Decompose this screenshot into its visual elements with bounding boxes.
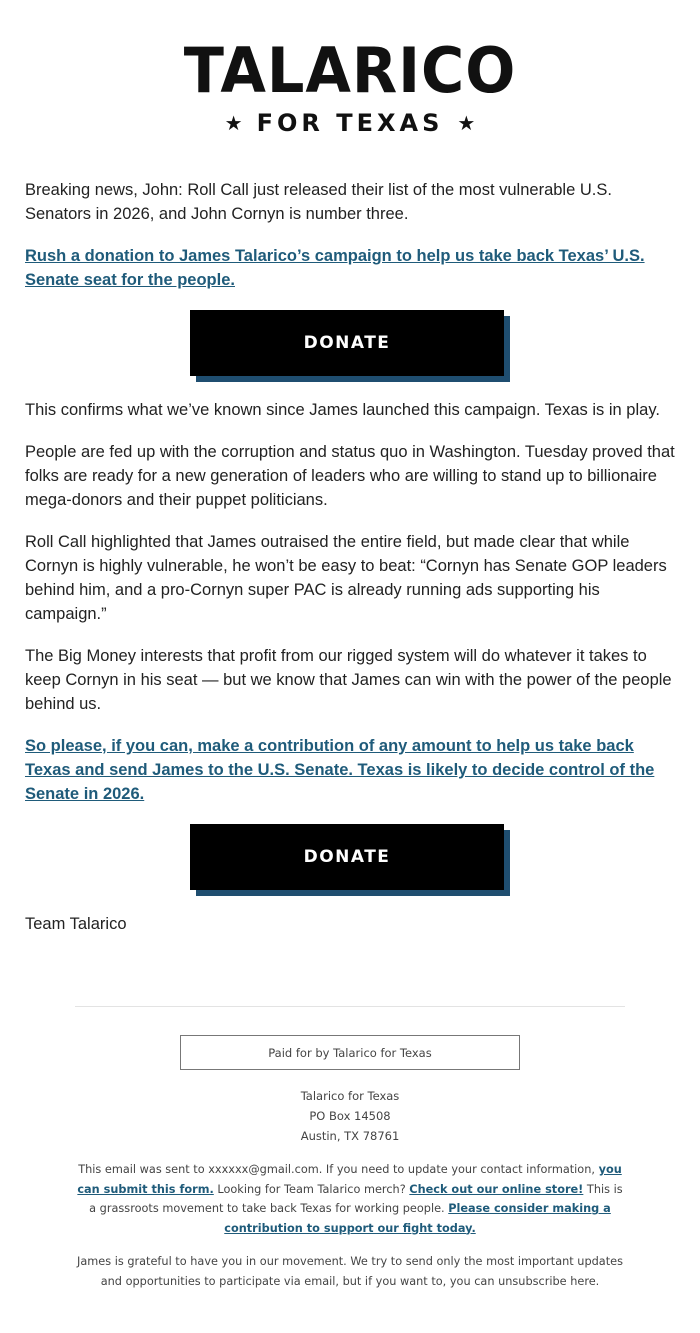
contribution-link[interactable]: Please consider making a contribution to support our fight today. [224, 1202, 611, 1235]
footer-notice-text: Looking for Team Talarico merch? [213, 1182, 410, 1196]
donate-button[interactable]: DONATE [190, 824, 504, 890]
unsubscribe-notice: James is grateful to have you in our movement. We try to send only the most important updates and opportunities to participate via email, but if you want to, you can unsubscribe here. [77, 1255, 623, 1288]
address-line: PO Box 14508 [309, 1109, 391, 1123]
paragraph-texas-in-play: This confirms what we’ve known since James launched this campaign. Texas is in play. [25, 401, 660, 419]
paragraph-fed-up: People are fed up with the corruption and status quo in Washington. Tuesday proved that folks are ready for a new generation of leaders who are willing to stand up to billionaire mega-donors and their puppet politicians. [25, 443, 675, 509]
signoff: Team Talarico [25, 915, 127, 933]
footer-notice-text: This is a grassroots movement to take back Texas for working people. [89, 1182, 623, 1215]
paragraph-big-money: The Big Money interests that profit from our rigged system will do whatever it takes to keep Cornyn in his seat — but we know that James can win with the power of the people behind us. [25, 647, 672, 713]
mailing-address [75, 1086, 625, 1146]
paragraph-breaking-news: Breaking news, John: Roll Call just released their list of the most vulnerable U.S. Senators in 2026, and John Cornyn is number three. [25, 181, 612, 223]
star-icon: ★ [457, 111, 476, 135]
donate-button-wrap [190, 310, 510, 382]
footer-notice [75, 1160, 625, 1238]
star-icon: ★ [224, 111, 243, 135]
paid-for-disclaimer: Paid for by Talarico for Texas [180, 1035, 520, 1070]
donate-button-wrap [190, 824, 510, 896]
logo-subtitle-row [0, 108, 700, 138]
email-body [0, 148, 700, 936]
footer-divider [75, 1006, 625, 1007]
online-store-link[interactable]: Check out our online store! [409, 1182, 584, 1196]
logo [0, 0, 700, 148]
update-contact-link[interactable]: you can submit this form. [77, 1163, 622, 1196]
address-line: Austin, TX 78761 [300, 1129, 400, 1143]
paragraph-roll-call: Roll Call highlighted that James outraised the entire field, but made clear that while Cornyn is highly vulnerable, he won’t be easy to beat: “Cornyn has Senate GOP leaders behind him, and a pro-Cornyn super PAC is already running ads supporting his campaign.” [25, 533, 667, 623]
donate-button[interactable]: DONATE [190, 310, 504, 376]
logo-title: TALARICO [183, 34, 517, 107]
logo-subtitle: FOR TEXAS [256, 109, 444, 137]
donation-link-1[interactable]: Rush a donation to James Talarico’s campaign to help us take back Texas’ U.S. Senate seat for the people. [25, 247, 645, 289]
donation-link-2[interactable]: So please, if you can, make a contribution of any amount to help us take back Texas and send James to the U.S. Senate. Texas is likely to decide control of the Senate in 2026. [25, 737, 655, 803]
address-line: Talarico for Texas [300, 1089, 400, 1103]
footer [0, 1006, 700, 1291]
footer-notice-text: This email was sent to xxxxxx@gmail.com. If you need to update your contact information, [78, 1163, 599, 1176]
